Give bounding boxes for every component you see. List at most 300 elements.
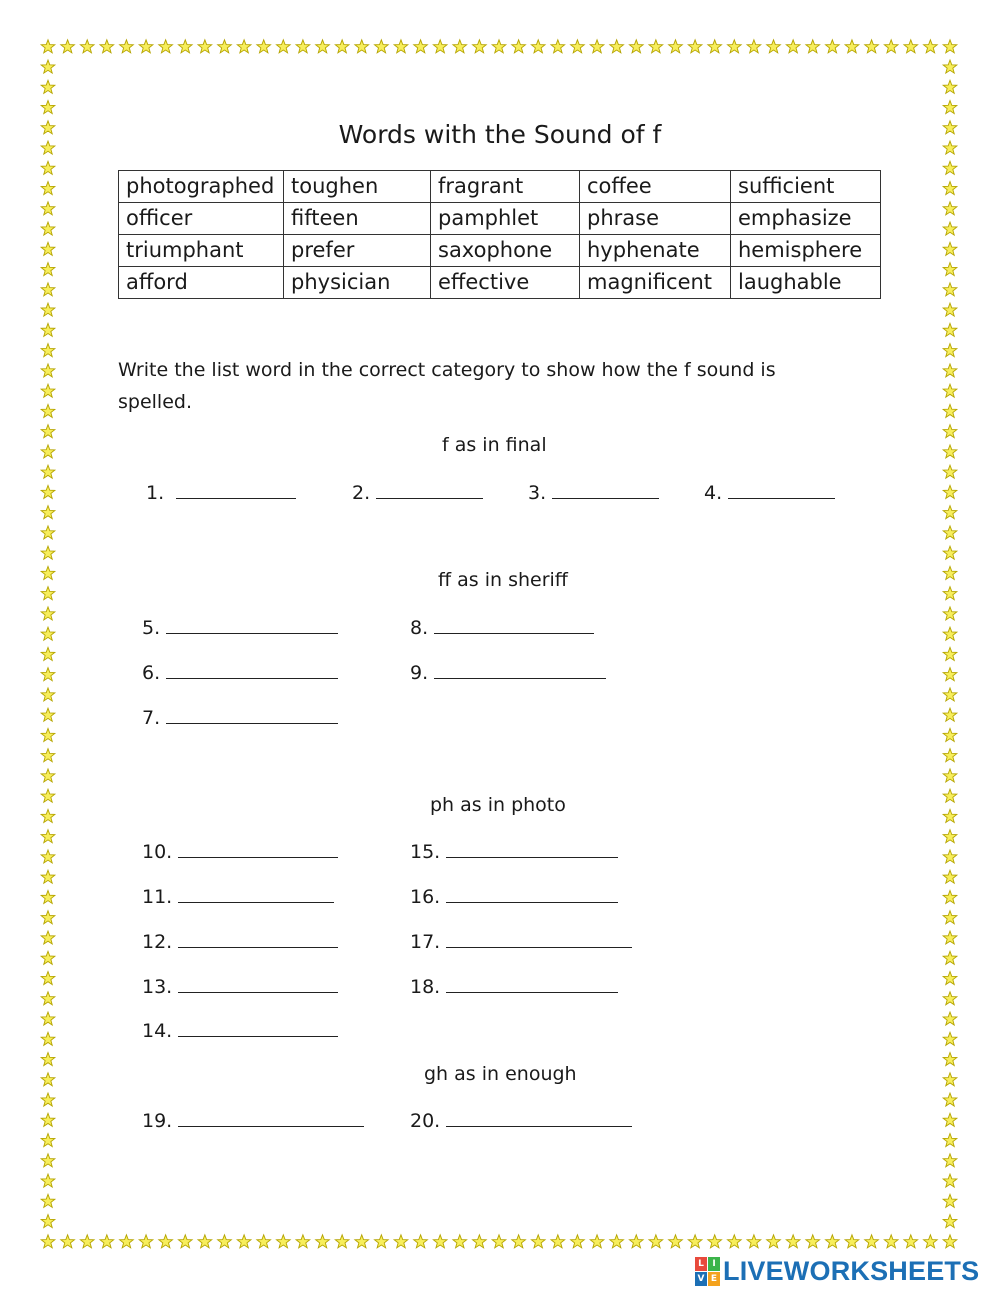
star-icon xyxy=(943,445,957,458)
blank-number: 6. xyxy=(142,662,161,684)
star-icon xyxy=(845,40,859,53)
star-icon xyxy=(943,830,957,843)
table-cell: officer xyxy=(119,203,284,235)
table-row xyxy=(119,267,881,299)
answer-line[interactable] xyxy=(178,839,338,858)
star-icon xyxy=(41,911,55,924)
star-icon xyxy=(41,425,55,438)
star-icon xyxy=(41,1194,55,1207)
table-row xyxy=(119,235,881,267)
star-icon xyxy=(41,364,55,377)
blank-number: 1. xyxy=(146,482,165,504)
star-icon xyxy=(41,688,55,701)
star-icon xyxy=(41,890,55,903)
star-icon xyxy=(41,485,55,498)
star-icon xyxy=(943,364,957,377)
category-heading-ff: ff as in sheriff xyxy=(438,569,568,591)
answer-line[interactable] xyxy=(166,615,338,634)
star-icon xyxy=(41,1093,55,1106)
star-icon xyxy=(943,931,957,944)
star-icon xyxy=(296,40,310,53)
star-icon xyxy=(727,40,741,53)
star-icon xyxy=(943,992,957,1005)
star-icon xyxy=(904,40,918,53)
star-icon xyxy=(237,1235,251,1248)
worksheet-title: Words with the Sound of f xyxy=(338,120,662,149)
table-cell: effective xyxy=(431,267,580,299)
star-icon xyxy=(943,566,957,579)
star-icon xyxy=(41,1032,55,1045)
star-icon xyxy=(943,546,957,559)
star-icon xyxy=(610,40,624,53)
star-icon xyxy=(41,1154,55,1167)
star-icon xyxy=(453,40,467,53)
star-icon xyxy=(512,40,526,53)
star-icon xyxy=(943,749,957,762)
answer-line[interactable] xyxy=(446,929,632,948)
star-icon xyxy=(943,688,957,701)
answer-line[interactable] xyxy=(446,974,618,993)
star-icon xyxy=(41,526,55,539)
star-icon xyxy=(904,1235,918,1248)
star-icon xyxy=(41,344,55,357)
star-icon xyxy=(414,1235,428,1248)
star-icon xyxy=(355,1235,369,1248)
star-icon xyxy=(41,242,55,255)
star-icon xyxy=(355,40,369,53)
star-icon xyxy=(41,161,55,174)
star-icon xyxy=(826,40,840,53)
star-icon xyxy=(747,40,761,53)
star-icon xyxy=(943,404,957,417)
star-icon xyxy=(629,1235,643,1248)
star-icon xyxy=(296,1235,310,1248)
star-icon xyxy=(786,40,800,53)
star-icon xyxy=(41,931,55,944)
star-icon xyxy=(41,1012,55,1025)
logo-letter: I xyxy=(708,1257,720,1271)
blank-number: 15. xyxy=(410,841,441,863)
star-icon xyxy=(41,1174,55,1187)
answer-blank-6[interactable] xyxy=(142,660,338,684)
blank-number: 20. xyxy=(410,1110,441,1132)
star-icon xyxy=(669,1235,683,1248)
star-icon xyxy=(943,40,957,53)
star-icon xyxy=(375,1235,389,1248)
star-icon xyxy=(943,202,957,215)
star-icon xyxy=(708,1235,722,1248)
star-icon xyxy=(159,40,173,53)
star-icon xyxy=(924,1235,938,1248)
answer-blank-20[interactable] xyxy=(410,1108,632,1132)
table-cell: afford xyxy=(119,267,284,299)
answer-blank-3[interactable] xyxy=(528,480,659,504)
star-icon xyxy=(531,1235,545,1248)
answer-line[interactable] xyxy=(178,884,334,903)
star-icon xyxy=(943,1154,957,1167)
star-icon xyxy=(943,485,957,498)
table-cell: phrase xyxy=(580,203,731,235)
star-icon xyxy=(41,830,55,843)
answer-line[interactable] xyxy=(176,480,296,499)
star-icon xyxy=(41,566,55,579)
star-icon xyxy=(41,870,55,883)
star-icon xyxy=(61,1235,75,1248)
star-icon xyxy=(394,1235,408,1248)
table-cell: fragrant xyxy=(431,171,580,203)
star-icon xyxy=(41,789,55,802)
star-icon xyxy=(943,587,957,600)
star-icon xyxy=(41,749,55,762)
blank-number: 9. xyxy=(410,662,429,684)
star-icon xyxy=(41,1113,55,1126)
star-icon xyxy=(943,465,957,478)
star-icon xyxy=(943,890,957,903)
star-icon xyxy=(41,1134,55,1147)
star-icon xyxy=(61,40,75,53)
star-icon xyxy=(198,1235,212,1248)
blank-number: 13. xyxy=(142,976,173,998)
star-icon xyxy=(41,627,55,640)
star-icon xyxy=(590,1235,604,1248)
star-icon xyxy=(943,951,957,964)
star-icon xyxy=(943,161,957,174)
blank-number: 5. xyxy=(142,617,161,639)
star-icon xyxy=(943,911,957,924)
watermark-text: LIVEWORKSHEETS xyxy=(723,1255,980,1286)
star-icon xyxy=(943,850,957,863)
star-icon xyxy=(943,1134,957,1147)
table-cell: hemisphere xyxy=(731,235,881,267)
star-icon xyxy=(492,1235,506,1248)
star-icon xyxy=(571,40,585,53)
blank-number: 7. xyxy=(142,707,161,729)
answer-blank-14[interactable] xyxy=(142,1018,338,1042)
logo-letter: V xyxy=(695,1272,707,1286)
star-icon xyxy=(943,60,957,73)
star-icon xyxy=(178,40,192,53)
star-icon xyxy=(943,506,957,519)
table-cell: coffee xyxy=(580,171,731,203)
star-icon xyxy=(708,40,722,53)
table-cell: laughable xyxy=(731,267,881,299)
star-icon xyxy=(943,607,957,620)
star-icon xyxy=(943,1194,957,1207)
answer-line[interactable] xyxy=(166,660,338,679)
answer-blank-11[interactable] xyxy=(142,884,334,908)
star-icon xyxy=(41,546,55,559)
star-icon xyxy=(943,789,957,802)
table-cell: emphasize xyxy=(731,203,881,235)
star-icon xyxy=(767,40,781,53)
star-icon xyxy=(943,1012,957,1025)
star-icon xyxy=(943,1113,957,1126)
table-cell: prefer xyxy=(284,235,431,267)
star-icon xyxy=(41,80,55,93)
answer-blank-8[interactable] xyxy=(410,615,594,639)
star-icon xyxy=(41,202,55,215)
star-icon xyxy=(139,1235,153,1248)
star-icon xyxy=(943,182,957,195)
instruction-text: Write the list word in the correct category to show how the f sound is spelled. xyxy=(118,359,776,413)
star-icon xyxy=(473,40,487,53)
star-icon xyxy=(943,1174,957,1187)
answer-line[interactable] xyxy=(178,1108,364,1127)
star-icon xyxy=(41,222,55,235)
star-icon xyxy=(943,323,957,336)
blank-number: 14. xyxy=(142,1020,173,1042)
star-icon xyxy=(41,607,55,620)
star-icon xyxy=(276,40,290,53)
star-icon xyxy=(41,850,55,863)
star-icon xyxy=(120,1235,134,1248)
star-icon xyxy=(943,222,957,235)
star-icon xyxy=(943,1215,957,1228)
answer-blank-1[interactable] xyxy=(146,480,296,504)
answer-blank-4[interactable] xyxy=(704,480,835,504)
blank-number: 10. xyxy=(142,841,173,863)
table-cell: hyphenate xyxy=(580,235,731,267)
answer-line[interactable] xyxy=(728,480,835,499)
star-icon xyxy=(41,404,55,417)
star-icon xyxy=(943,870,957,883)
star-icon xyxy=(727,1235,741,1248)
answer-blank-15[interactable] xyxy=(410,839,618,863)
blank-number: 18. xyxy=(410,976,441,998)
star-icon xyxy=(649,1235,663,1248)
answer-line[interactable] xyxy=(446,884,618,903)
star-icon xyxy=(943,769,957,782)
star-icon xyxy=(41,60,55,73)
star-icon xyxy=(80,1235,94,1248)
star-icon xyxy=(943,1235,957,1248)
star-icon xyxy=(473,1235,487,1248)
answer-line[interactable] xyxy=(178,929,338,948)
star-icon xyxy=(41,1235,55,1248)
star-icon xyxy=(41,303,55,316)
star-icon xyxy=(41,1215,55,1228)
blank-number: 12. xyxy=(142,931,173,953)
star-icon xyxy=(943,971,957,984)
answer-line[interactable] xyxy=(166,705,338,724)
star-icon xyxy=(100,40,114,53)
star-icon xyxy=(943,809,957,822)
category-heading-ph: ph as in photo xyxy=(430,794,566,816)
star-icon xyxy=(159,1235,173,1248)
blank-number: 8. xyxy=(410,617,429,639)
table-cell: triumphant xyxy=(119,235,284,267)
star-icon xyxy=(943,384,957,397)
star-icon xyxy=(41,263,55,276)
blank-number: 17. xyxy=(410,931,441,953)
category-heading-f: f as in final xyxy=(442,434,547,456)
star-icon xyxy=(257,40,271,53)
star-icon xyxy=(943,728,957,741)
star-icon xyxy=(41,1053,55,1066)
table-cell: toughen xyxy=(284,171,431,203)
star-icon xyxy=(492,40,506,53)
star-icon xyxy=(610,1235,624,1248)
star-icon xyxy=(747,1235,761,1248)
star-icon xyxy=(688,40,702,53)
star-icon xyxy=(41,809,55,822)
table-cell: photographed xyxy=(119,171,284,203)
star-icon xyxy=(649,40,663,53)
star-icon xyxy=(943,344,957,357)
star-icon xyxy=(120,40,134,53)
table-row xyxy=(119,203,881,235)
star-icon xyxy=(41,992,55,1005)
star-icon xyxy=(590,40,604,53)
liveworksheets-watermark xyxy=(695,1254,979,1288)
star-icon xyxy=(41,708,55,721)
table-cell: pamphlet xyxy=(431,203,580,235)
star-icon xyxy=(943,627,957,640)
answer-blank-7[interactable] xyxy=(142,705,338,729)
star-icon xyxy=(41,971,55,984)
star-icon xyxy=(845,1235,859,1248)
star-icon xyxy=(433,1235,447,1248)
star-icon xyxy=(453,1235,467,1248)
star-icon xyxy=(943,1073,957,1086)
star-icon xyxy=(41,647,55,660)
star-icon xyxy=(257,1235,271,1248)
liveworksheets-logo-icon xyxy=(695,1257,719,1285)
blank-number: 4. xyxy=(704,482,723,504)
answer-blank-5[interactable] xyxy=(142,615,338,639)
answer-line[interactable] xyxy=(552,480,659,499)
star-icon xyxy=(335,1235,349,1248)
star-icon xyxy=(884,40,898,53)
star-icon xyxy=(178,1235,192,1248)
star-icon xyxy=(41,182,55,195)
star-icon xyxy=(316,40,330,53)
answer-line[interactable] xyxy=(376,480,483,499)
star-icon xyxy=(139,40,153,53)
answer-line[interactable] xyxy=(178,974,338,993)
star-icon xyxy=(767,1235,781,1248)
star-icon xyxy=(943,242,957,255)
star-icon xyxy=(551,1235,565,1248)
star-icon xyxy=(41,101,55,114)
table-cell: magnificent xyxy=(580,267,731,299)
star-icon xyxy=(41,465,55,478)
star-icon xyxy=(943,1032,957,1045)
answer-blank-10[interactable] xyxy=(142,839,338,863)
star-icon xyxy=(218,1235,232,1248)
star-icon xyxy=(41,445,55,458)
star-icon xyxy=(571,1235,585,1248)
star-icon xyxy=(551,40,565,53)
star-icon xyxy=(943,1093,957,1106)
star-icon xyxy=(41,323,55,336)
star-icon xyxy=(943,425,957,438)
star-icon xyxy=(394,40,408,53)
star-icon xyxy=(943,303,957,316)
answer-blank-12[interactable] xyxy=(142,929,338,953)
answer-line[interactable] xyxy=(434,660,606,679)
star-icon xyxy=(414,40,428,53)
star-icon xyxy=(669,40,683,53)
star-icon xyxy=(943,263,957,276)
table-cell: sufficient xyxy=(731,171,881,203)
category-heading-gh: gh as in enough xyxy=(424,1063,577,1085)
star-icon xyxy=(865,1235,879,1248)
star-icon xyxy=(41,506,55,519)
blank-number: 2. xyxy=(352,482,371,504)
star-icon xyxy=(943,708,957,721)
answer-line[interactable] xyxy=(434,615,594,634)
answer-line[interactable] xyxy=(178,1018,338,1037)
star-icon xyxy=(826,1235,840,1248)
answer-blank-19[interactable] xyxy=(142,1108,364,1132)
star-icon xyxy=(41,1073,55,1086)
star-icon xyxy=(80,40,94,53)
star-icon xyxy=(806,1235,820,1248)
star-icon xyxy=(218,40,232,53)
star-icon xyxy=(943,1053,957,1066)
star-icon xyxy=(41,587,55,600)
logo-letter: L xyxy=(695,1257,707,1271)
star-icon xyxy=(316,1235,330,1248)
star-icon xyxy=(943,283,957,296)
answer-blank-9[interactable] xyxy=(410,660,606,684)
answer-blank-13[interactable] xyxy=(142,974,338,998)
answer-line[interactable] xyxy=(446,839,618,858)
star-icon xyxy=(41,728,55,741)
star-icon xyxy=(943,647,957,660)
table-cell: saxophone xyxy=(431,235,580,267)
star-icon xyxy=(41,283,55,296)
star-icon xyxy=(375,40,389,53)
star-icon xyxy=(531,40,545,53)
star-icon xyxy=(943,101,957,114)
table-row xyxy=(119,171,881,203)
star-icon xyxy=(924,40,938,53)
star-icon xyxy=(335,40,349,53)
answer-blank-2[interactable] xyxy=(352,480,483,504)
logo-letter: E xyxy=(708,1272,720,1286)
answer-blank-18[interactable] xyxy=(410,974,618,998)
star-icon xyxy=(943,668,957,681)
star-icon xyxy=(237,40,251,53)
star-icon xyxy=(512,1235,526,1248)
star-icon xyxy=(688,1235,702,1248)
star-icon xyxy=(41,951,55,964)
star-icon xyxy=(41,769,55,782)
blank-number: 3. xyxy=(528,482,547,504)
word-list-table xyxy=(118,170,881,299)
star-icon xyxy=(276,1235,290,1248)
answer-blank-17[interactable] xyxy=(410,929,632,953)
star-icon xyxy=(943,526,957,539)
star-icon xyxy=(806,40,820,53)
answer-line[interactable] xyxy=(446,1108,632,1127)
star-icon xyxy=(865,40,879,53)
blank-number: 19. xyxy=(142,1110,173,1132)
star-icon xyxy=(786,1235,800,1248)
star-icon xyxy=(884,1235,898,1248)
star-icon xyxy=(100,1235,114,1248)
star-icon xyxy=(41,668,55,681)
answer-blank-16[interactable] xyxy=(410,884,618,908)
blank-number: 11. xyxy=(142,886,173,908)
star-icon xyxy=(41,384,55,397)
star-icon xyxy=(629,40,643,53)
table-cell: physician xyxy=(284,267,431,299)
star-icon xyxy=(433,40,447,53)
blank-number: 16. xyxy=(410,886,441,908)
